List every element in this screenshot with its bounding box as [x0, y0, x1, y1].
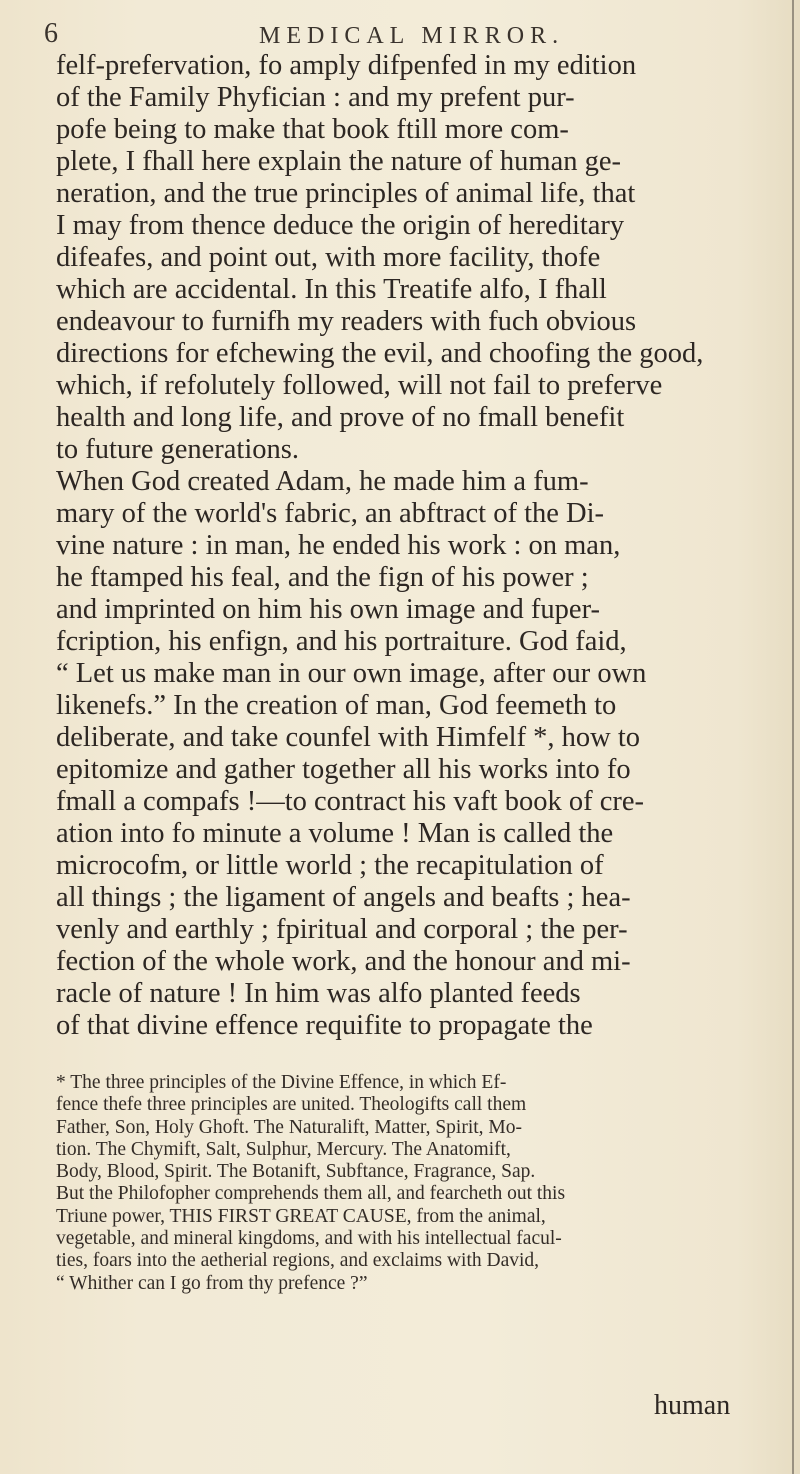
text-line: endeavour to furnifh my readers with fuch obvious [56, 306, 637, 337]
text-line: When God created Adam, he made him a fum- [56, 466, 589, 497]
text-line: which, if refolutely followed, will not fail to preferve [56, 370, 663, 401]
text-line: directions for efchewing the evil, and choofing the good, [56, 338, 704, 369]
text-line: neration, and the true principles of animal life, that [56, 178, 636, 209]
text-line: pofe being to make that book ftill more com- [56, 114, 569, 145]
text-line: venly and earthly ; fpiritual and corporal ; the per- [56, 914, 628, 945]
footnote-line: ties, foars into the aetherial regions, and exclaims with David, [56, 1250, 540, 1272]
text-line: difeafes, and point out, with more facility, thofe [56, 242, 601, 273]
text-line: vine nature : in man, he ended his work : on man, [56, 530, 621, 561]
footnote-line: tion. The Chymift, Salt, Sulphur, Mercury. The Anatomift, [56, 1138, 511, 1160]
text-line: felf-prefervation, fo amply difpenfed in my edition [56, 50, 637, 81]
page-number: 6 [44, 18, 58, 49]
text-line: ation into fo minute a volume ! Man is called the [56, 818, 614, 849]
text-line: which are accidental. In this Treatife alfo, I fhall [56, 274, 607, 305]
page-edge-line [792, 0, 794, 1474]
footnote-line: vegetable, and mineral kingdoms, and with his intellectual facul- [56, 1228, 562, 1250]
footnote-line: Body, Blood, Spirit. The Botanift, Subftance, Fragrance, Sap. [56, 1161, 536, 1183]
text-line: he ftamped his feal, and the fign of his power ; [56, 562, 589, 593]
main-text [56, 50, 756, 1042]
text-line: of that divine effence requifite to propagate the [56, 1010, 593, 1041]
text-line: health and long life, and prove of no fmall benefit [56, 402, 625, 433]
catchword: human [654, 1390, 731, 1421]
footnote-line: Father, Son, Holy Ghoft. The Naturalift, Matter, Spirit, Mo- [56, 1116, 523, 1138]
text-line: fection of the whole work, and the honour and mi- [56, 946, 631, 977]
text-line: plete, I fhall here explain the nature of human ge- [56, 146, 622, 177]
footnote-line: Triune power, THIS FIRST GREAT CAUSE, from the animal, [56, 1205, 546, 1227]
text-line: to future generations. [56, 434, 299, 465]
footnote [56, 1072, 756, 1295]
text-line: and imprinted on him his own image and fuper- [56, 594, 600, 625]
text-line: fmall a compafs !—to contract his vaft book of cre- [56, 786, 644, 817]
footnote-line: But the Philofopher comprehends them all, and fearcheth out this [56, 1183, 566, 1205]
text-line: mary of the world's fabric, an abftract of the Di- [56, 498, 604, 529]
text-line: deliberate, and take counfel with Himfelf *, how to [56, 722, 641, 753]
text-line: fcription, his enfign, and his portraiture. God faid, [56, 626, 627, 657]
text-line: racle of nature ! In him was alfo planted feeds [56, 978, 581, 1009]
footnote-line: “ Whither can I go from thy prefence ?” [56, 1272, 368, 1294]
text-line: all things ; the ligament of angels and beafts ; hea- [56, 882, 631, 913]
text-line: microcofm, or little world ; the recapitulation of [56, 850, 604, 881]
text-line: epitomize and gather together all his works into fo [56, 754, 631, 785]
text-line: I may from thence deduce the origin of hereditary [56, 210, 625, 241]
text-line-quote: “ Let us make man in our own image, after our own [56, 658, 647, 689]
footnote-line: fence thefe three principles are united. Theologifts call them [56, 1094, 527, 1116]
footnote-line: * The three principles of the Divine Effence, in which Ef- [56, 1072, 507, 1093]
text-line: of the Family Phyfician : and my prefent pur- [56, 82, 575, 113]
running-title: MEDICAL MIRROR. [259, 23, 565, 49]
text-line: likenefs.” In the creation of man, God feemeth to [56, 690, 617, 721]
